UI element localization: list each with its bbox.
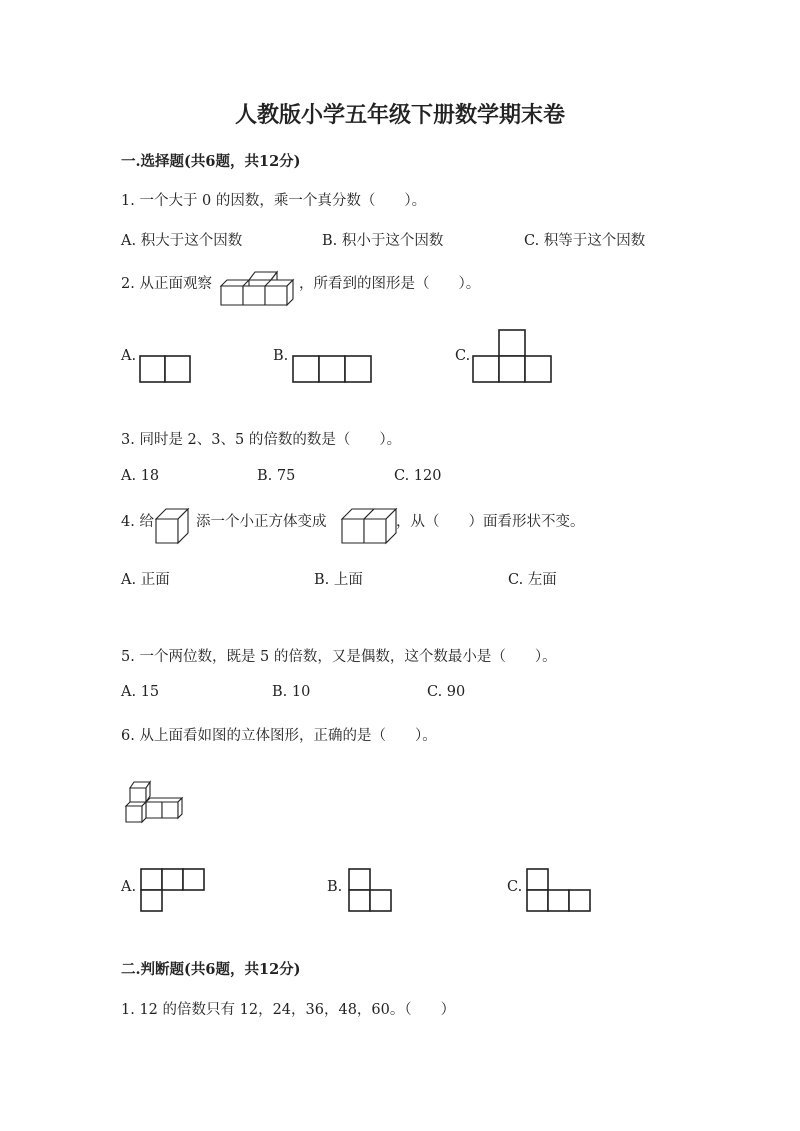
question-4-stem-part3: ，从（ ）面看形状不变。 [396,514,585,530]
question-1-option-c[interactable]: C. 积等于这个因数 [524,233,646,249]
question-5-option-a[interactable]: A. 15 [121,684,160,700]
question-3-option-a[interactable]: A. 18 [121,468,160,484]
section-heading-choice: 一.选择题(共6题，共12分) [121,153,301,170]
question-4-stem-part1: 4. 给 [121,514,154,530]
question-4-option-a[interactable]: A. 正面 [121,572,170,588]
question-6-option-c-figure [526,868,594,916]
question-4-two-cubes-figure [340,505,400,547]
question-3-option-b[interactable]: B. 75 [257,468,296,484]
question-4-single-cube-figure [154,505,194,547]
question-2-stem-end: ，所看到的图形是（ ）。 [299,276,481,292]
question-6-solid-figure [124,778,188,826]
question-2-option-a[interactable]: A. [121,348,137,364]
question-5-stem: 5. 一个两位数，既是 5 的倍数，又是偶数，这个数最小是（ ）。 [121,649,557,665]
question-4-option-c[interactable]: C. 左面 [508,572,557,588]
question-3-option-c[interactable]: C. 120 [394,468,442,484]
question-5-option-c[interactable]: C. 90 [427,684,466,700]
page-title: 人教版小学五年级下册数学期末卷 [234,102,565,128]
question-1-stem: 1. 一个大于 0 的因数，乘一个真分数（ ）。 [121,193,427,209]
question-2-option-b[interactable]: B. [273,348,289,364]
question-2-cube-figure [219,268,299,308]
question-5-option-b[interactable]: B. 10 [272,684,311,700]
section-heading-judgment: 二.判断题(共6题，共12分) [121,961,301,978]
question-4-option-b[interactable]: B. 上面 [314,572,363,588]
question-6-option-b[interactable]: B. [327,879,343,895]
question-2-stem-start: 2. 从正面观察 [121,276,212,292]
question-2-option-c[interactable]: C. [455,348,471,364]
question-1-option-b[interactable]: B. 积小于这个因数 [322,233,444,249]
question-6-option-a[interactable]: A. [121,879,137,895]
question-6-option-c[interactable]: C. [507,879,523,895]
question-4-stem-part2: 添一个小正方体变成 [196,514,327,530]
question-2-option-a-figure [139,355,193,385]
judgment-1-stem: 1. 12 的倍数只有 12，24，36，48，60。（ ） [121,1002,456,1018]
question-1-option-a[interactable]: A. 积大于这个因数 [121,233,243,249]
question-6-stem: 6. 从上面看如图的立体图形，正确的是（ ）。 [121,728,437,744]
question-3-stem: 3. 同时是 2、3、5 的倍数的数是（ ）。 [121,432,402,448]
question-6-option-b-figure [348,868,396,916]
question-2-option-b-figure [292,355,372,385]
question-2-option-c-figure [472,329,554,385]
question-6-option-a-figure [140,868,208,916]
